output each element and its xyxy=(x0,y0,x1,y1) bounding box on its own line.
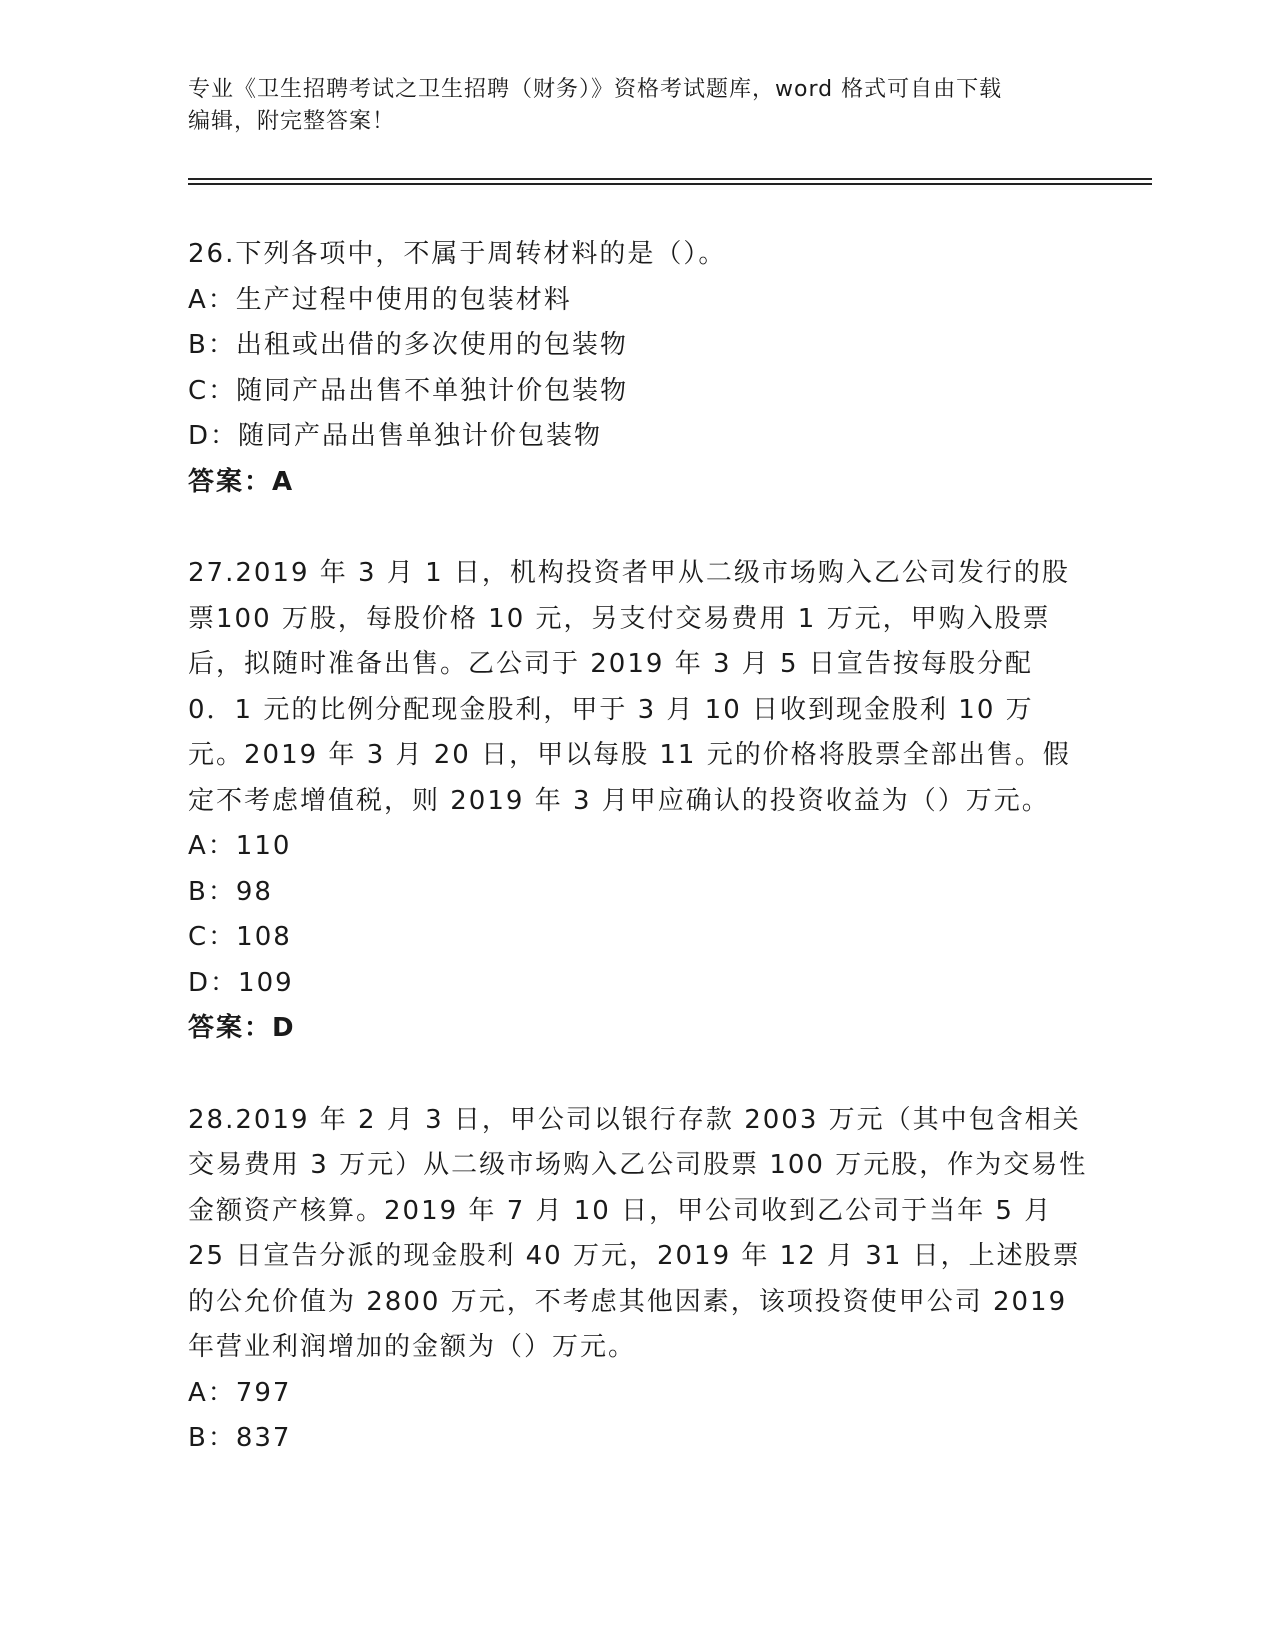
option-a: A：110 xyxy=(188,831,292,861)
option-a: A：生产过程中使用的包装材料 xyxy=(188,284,572,315)
question-stem: 28.2019 年 2 月 3 日，甲公司以银行存款 2003 万元（其中包含相关交易费用 3 万元）从二级市场购入乙公司股票 100 万元股，作为交易性金额资产核算。2019 年 7 月 10 日，甲公司收到乙公司于当年 5 月 25 日宣告分派的现金股利 40 万元，2019 年 12 月 31 日，上述股票的公允价值为 2800 万元，不考虑其他因素，该项投资使甲公司 2019 年营业利润增加的金额为（）万元。 xyxy=(188,1104,1088,1362)
header-divider-bottom xyxy=(188,183,1152,185)
header-line-1: 专业《卫生招聘考试之卫生招聘（财务）》资格考试题库，word 格式可自由下载 xyxy=(188,77,1003,102)
question-stem: 27.2019 年 3 月 1 日，机构投资者甲从二级市场购入乙公司发行的股票100 万股，每股价格 10 元，另支付交易费用 1 万元，甲购入股票后，拟随时准备出售。乙公司于 2019 年 3 月 5 日宣告按每股分配 0．1 元的比例分配现金股利，甲于 3 月 10 日收到现金股利 10 万元。2019 年 3 月 20 日，甲以每股 11 元的价格将股票全部出售。假定不考虑增值税，则 2019 年 3 月甲应确认的投资收益为（）万元。 xyxy=(188,558,1071,816)
question-28 xyxy=(188,1098,1088,1462)
option-c: C：随同产品出售不单独计价包装物 xyxy=(188,375,629,406)
answer: 答案：D xyxy=(188,1013,296,1043)
option-a: A：797 xyxy=(188,1377,292,1408)
option-d: D：109 xyxy=(188,967,294,998)
question-stem: 26.下列各项中，不属于周转材料的是（）。 xyxy=(188,239,727,269)
question-27 xyxy=(188,551,1088,1052)
option-b: B：837 xyxy=(188,1423,292,1453)
question-26 xyxy=(188,232,1088,505)
option-b: B：出租或出借的多次使用的包装物 xyxy=(188,330,628,360)
option-d: D：随同产品出售单独计价包装物 xyxy=(188,421,603,451)
header-line-2: 编辑，附完整答案！ xyxy=(188,109,396,134)
document-header xyxy=(188,74,1088,138)
header-divider-top xyxy=(188,178,1152,180)
answer: 答案：A xyxy=(188,466,295,497)
option-b: B：98 xyxy=(188,876,273,907)
option-c: C：108 xyxy=(188,922,292,952)
question-list xyxy=(188,232,1088,1508)
